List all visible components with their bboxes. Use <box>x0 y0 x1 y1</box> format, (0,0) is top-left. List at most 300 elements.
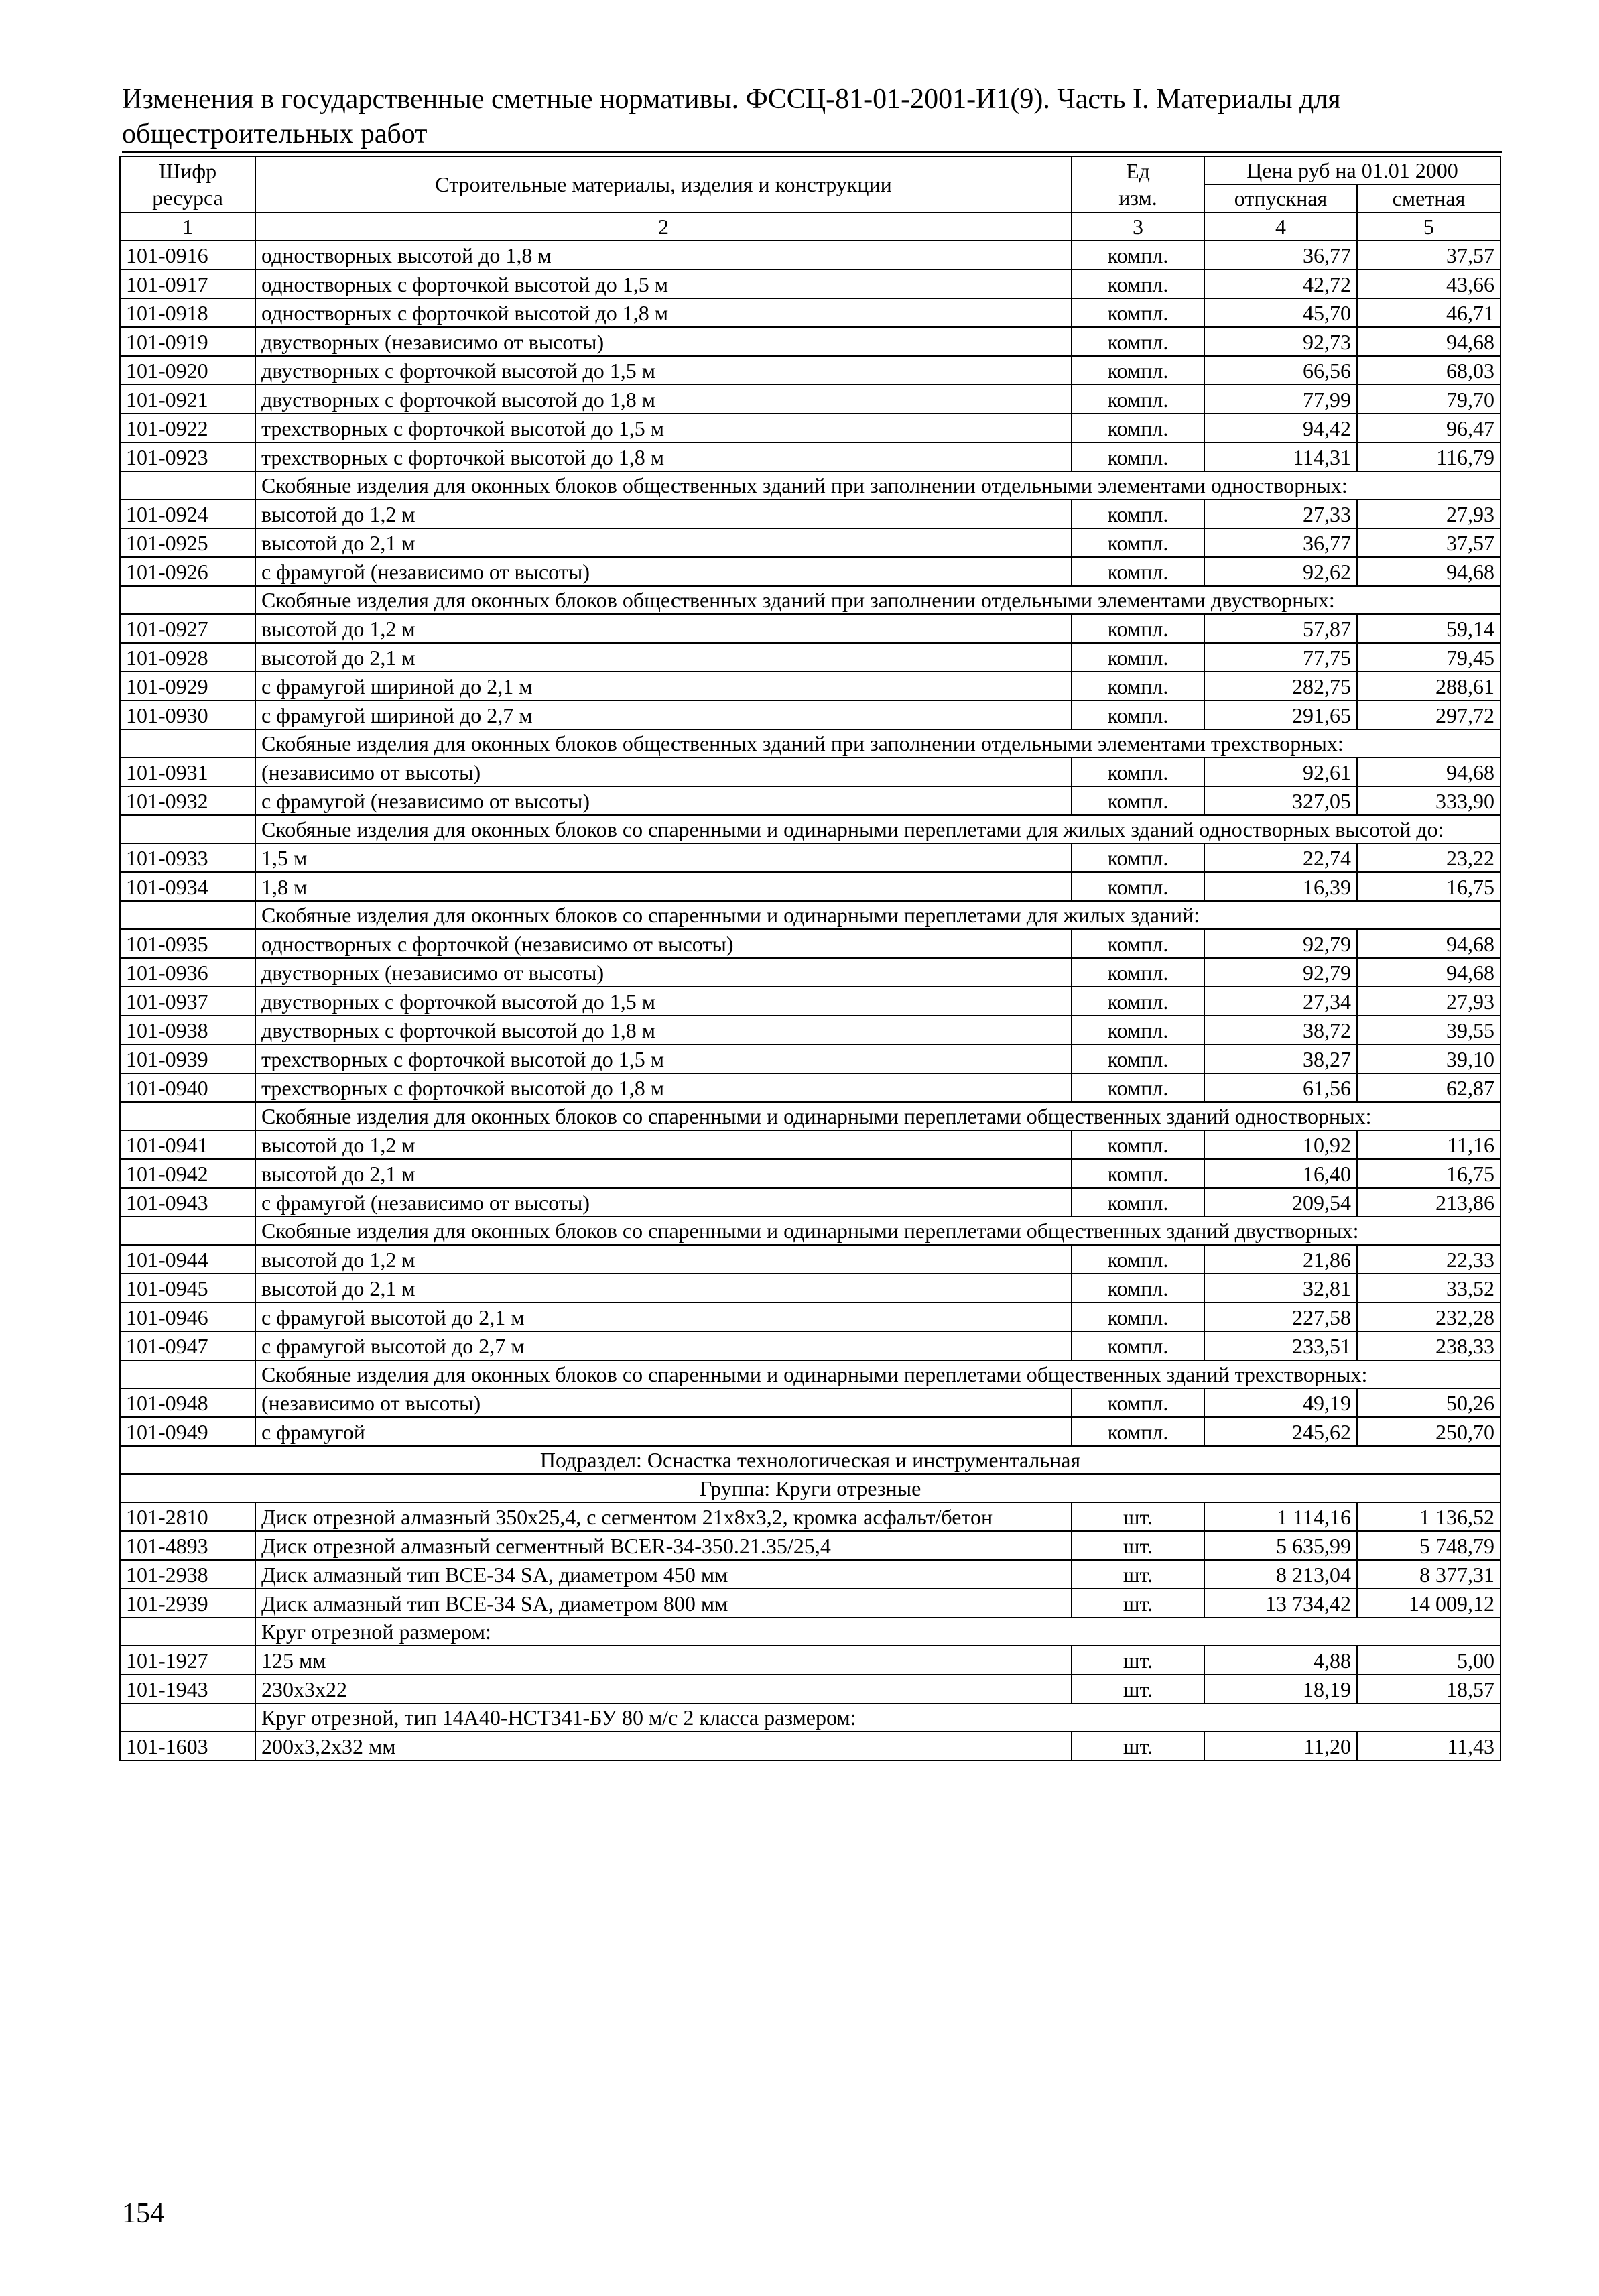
material-name: 230x3x22 <box>255 1675 1072 1703</box>
unit-of-measure: компл. <box>1072 327 1204 356</box>
estimate-price: 68,03 <box>1357 356 1500 385</box>
estimate-price: 33,52 <box>1357 1274 1500 1303</box>
release-price: 38,27 <box>1204 1044 1357 1073</box>
column-number: 1 <box>120 213 255 241</box>
table-row <box>120 1159 1500 1188</box>
material-name: с фрамугой шириной до 2,1 м <box>255 672 1072 701</box>
table-row <box>120 1303 1500 1331</box>
resource-code: 101-0919 <box>120 327 255 356</box>
code-cell-empty <box>120 729 255 758</box>
material-name: одностворных с форточкой (независимо от высоты) <box>255 929 1072 958</box>
name-column-header: Строительные материалы, изделия и конструкции <box>255 156 1072 213</box>
resource-code: 101-0916 <box>120 241 255 269</box>
material-name: с фрамугой <box>255 1417 1072 1446</box>
resource-code: 101-0936 <box>120 958 255 987</box>
material-name: 1,8 м <box>255 872 1072 901</box>
code-cell-empty <box>120 1102 255 1130</box>
section-heading-row <box>120 1217 1500 1245</box>
unit-of-measure: компл. <box>1072 1274 1204 1303</box>
code-column-header <box>120 156 255 213</box>
table-row <box>120 1130 1500 1159</box>
resource-code: 101-4893 <box>120 1531 255 1560</box>
table-row <box>120 672 1500 701</box>
table-row <box>120 327 1500 356</box>
estimate-price: 11,43 <box>1357 1732 1500 1760</box>
code-cell-empty <box>120 901 255 929</box>
resource-code: 101-1927 <box>120 1646 255 1675</box>
material-name: одностворных высотой до 1,8 м <box>255 241 1072 269</box>
resource-code: 101-0949 <box>120 1417 255 1446</box>
release-price: 282,75 <box>1204 672 1357 701</box>
material-name: Диск алмазный тип BCE-34 SA, диаметром 800 мм <box>255 1589 1072 1618</box>
section-heading-row <box>120 586 1500 614</box>
estimate-price: 5 748,79 <box>1357 1531 1500 1560</box>
release-price: 209,54 <box>1204 1188 1357 1217</box>
section-heading: Скобяные изделия для оконных блоков со спаренными и одинарными переплетами общественных зданий двустворных: <box>255 1217 1500 1245</box>
resource-code: 101-1603 <box>120 1732 255 1760</box>
material-name: 200x3,2x32 мм <box>255 1732 1072 1760</box>
code-header-line2: ресурса <box>152 186 223 210</box>
release-price: 77,99 <box>1204 385 1357 414</box>
estimate-price: 116,79 <box>1357 442 1500 471</box>
estimate-price: 43,66 <box>1357 269 1500 298</box>
price-table <box>119 156 1501 1761</box>
table-row <box>120 356 1500 385</box>
estimate-price: 333,90 <box>1357 786 1500 815</box>
table-row <box>120 385 1500 414</box>
unit-of-measure: компл. <box>1072 1245 1204 1274</box>
section-heading: Скобяные изделия для оконных блоков общественных зданий при заполнении отдельными элементами одностворных: <box>255 471 1500 499</box>
estimate-price: 250,70 <box>1357 1417 1500 1446</box>
unit-of-measure: компл. <box>1072 1159 1204 1188</box>
unit-of-measure: компл. <box>1072 958 1204 987</box>
resource-code: 101-0928 <box>120 643 255 672</box>
unit-of-measure: компл. <box>1072 614 1204 643</box>
code-cell-empty <box>120 815 255 843</box>
table-row <box>120 1502 1500 1531</box>
table-row <box>120 958 1500 987</box>
table-row <box>120 528 1500 557</box>
unit-of-measure: компл. <box>1072 528 1204 557</box>
material-name: трехстворных с форточкой высотой до 1,8 м <box>255 442 1072 471</box>
unit-of-measure: компл. <box>1072 1417 1204 1446</box>
table-row <box>120 557 1500 586</box>
material-name: Диск отрезной алмазный 350x25,4, с сегментом 21x8x3,2, кромка асфальт/бетон <box>255 1502 1072 1531</box>
unit-of-measure: шт. <box>1072 1502 1204 1531</box>
table-row <box>120 499 1500 528</box>
table-row <box>120 786 1500 815</box>
unit-of-measure: компл. <box>1072 298 1204 327</box>
table-row <box>120 269 1500 298</box>
resource-code: 101-0918 <box>120 298 255 327</box>
table-row <box>120 701 1500 729</box>
release-price: 92,62 <box>1204 557 1357 586</box>
resource-code: 101-0941 <box>120 1130 255 1159</box>
release-price: 27,33 <box>1204 499 1357 528</box>
material-name: высотой до 1,2 м <box>255 1130 1072 1159</box>
code-cell-empty <box>120 1360 255 1388</box>
material-name: (независимо от высоты) <box>255 1388 1072 1417</box>
estimate-price-header: сметная <box>1357 184 1500 213</box>
table-row <box>120 1274 1500 1303</box>
estimate-price: 50,26 <box>1357 1388 1500 1417</box>
unit-of-measure: шт. <box>1072 1646 1204 1675</box>
resource-code: 101-0925 <box>120 528 255 557</box>
estimate-price: 213,86 <box>1357 1188 1500 1217</box>
resource-code: 101-0931 <box>120 758 255 786</box>
resource-code: 101-0945 <box>120 1274 255 1303</box>
document-header <box>122 82 1502 152</box>
release-price: 77,75 <box>1204 643 1357 672</box>
estimate-price: 27,93 <box>1357 987 1500 1016</box>
unit-of-measure: компл. <box>1072 1388 1204 1417</box>
section-heading-row <box>120 471 1500 499</box>
estimate-price: 37,57 <box>1357 241 1500 269</box>
release-price: 42,72 <box>1204 269 1357 298</box>
resource-code: 101-0946 <box>120 1303 255 1331</box>
material-name: высотой до 2,1 м <box>255 528 1072 557</box>
resource-code: 101-0927 <box>120 614 255 643</box>
table-row <box>120 758 1500 786</box>
unit-of-measure: компл. <box>1072 929 1204 958</box>
material-name: с фрамугой (независимо от высоты) <box>255 557 1072 586</box>
resource-code: 101-0935 <box>120 929 255 958</box>
section-heading: Скобяные изделия для оконных блоков со спаренными и одинарными переплетами общественных зданий трехстворных: <box>255 1360 1500 1388</box>
estimate-price: 39,10 <box>1357 1044 1500 1073</box>
section-heading-row <box>120 815 1500 843</box>
table-row <box>120 1732 1500 1760</box>
table-row <box>120 1044 1500 1073</box>
resource-code: 101-0932 <box>120 786 255 815</box>
resource-code: 101-0948 <box>120 1388 255 1417</box>
release-price: 27,34 <box>1204 987 1357 1016</box>
resource-code: 101-0930 <box>120 701 255 729</box>
unit-of-measure: шт. <box>1072 1560 1204 1589</box>
unit-of-measure: компл. <box>1072 557 1204 586</box>
material-name: 1,5 м <box>255 843 1072 872</box>
resource-code: 101-0924 <box>120 499 255 528</box>
material-name: с фрамугой высотой до 2,7 м <box>255 1331 1072 1360</box>
resource-code: 101-0940 <box>120 1073 255 1102</box>
release-price: 233,51 <box>1204 1331 1357 1360</box>
code-cell-empty <box>120 586 255 614</box>
estimate-price: 11,16 <box>1357 1130 1500 1159</box>
table-row <box>120 1675 1500 1703</box>
resource-code: 101-1943 <box>120 1675 255 1703</box>
estimate-price: 94,68 <box>1357 327 1500 356</box>
table-row <box>120 442 1500 471</box>
release-price: 16,39 <box>1204 872 1357 901</box>
estimate-price: 37,57 <box>1357 528 1500 557</box>
estimate-price: 59,14 <box>1357 614 1500 643</box>
release-price: 94,42 <box>1204 414 1357 442</box>
resource-code: 101-0926 <box>120 557 255 586</box>
section-heading: Скобяные изделия для оконных блоков общественных зданий при заполнении отдельными элементами трехстворных: <box>255 729 1500 758</box>
section-heading: Круг отрезной размером: <box>255 1618 1500 1646</box>
group-heading-row <box>120 1474 1500 1502</box>
table-row <box>120 872 1500 901</box>
table-row <box>120 643 1500 672</box>
table-row <box>120 414 1500 442</box>
material-name: двустворных (независимо от высоты) <box>255 327 1072 356</box>
estimate-price: 79,70 <box>1357 385 1500 414</box>
release-price-header: отпускная <box>1204 184 1357 213</box>
estimate-price: 23,22 <box>1357 843 1500 872</box>
resource-code: 101-0920 <box>120 356 255 385</box>
release-price: 10,92 <box>1204 1130 1357 1159</box>
subsection-heading-row <box>120 1446 1500 1474</box>
resource-code: 101-0944 <box>120 1245 255 1274</box>
resource-code: 101-0921 <box>120 385 255 414</box>
estimate-price: 79,45 <box>1357 643 1500 672</box>
header-rule <box>122 151 1502 153</box>
section-heading: Скобяные изделия для оконных блоков со спаренными и одинарными переплетами для жилых зданий одностворных высотой до: <box>255 815 1500 843</box>
table-row <box>120 241 1500 269</box>
resource-code: 101-0929 <box>120 672 255 701</box>
release-price: 16,40 <box>1204 1159 1357 1188</box>
header-line-1: Изменения в государственные сметные нормативы. ФССЦ-81-01-2001-И1(9). Часть I. Материалы для <box>122 84 1341 115</box>
material-name: с фрамугой (независимо от высоты) <box>255 1188 1072 1217</box>
estimate-price: 94,68 <box>1357 958 1500 987</box>
release-price: 114,31 <box>1204 442 1357 471</box>
column-number-row <box>120 213 1500 241</box>
resource-code: 101-0922 <box>120 414 255 442</box>
unit-of-measure: компл. <box>1072 643 1204 672</box>
material-name: высотой до 2,1 м <box>255 1159 1072 1188</box>
release-price: 1 114,16 <box>1204 1502 1357 1531</box>
release-price: 227,58 <box>1204 1303 1357 1331</box>
unit-of-measure: шт. <box>1072 1589 1204 1618</box>
table-row <box>120 843 1500 872</box>
page-number: 154 <box>122 2198 164 2229</box>
resource-code: 101-2938 <box>120 1560 255 1589</box>
unit-of-measure: компл. <box>1072 1303 1204 1331</box>
table-row <box>120 1589 1500 1618</box>
unit-header-line2: изм. <box>1118 186 1157 210</box>
release-price: 36,77 <box>1204 241 1357 269</box>
resource-code: 101-0943 <box>120 1188 255 1217</box>
table-row <box>120 1331 1500 1360</box>
table-row <box>120 298 1500 327</box>
release-price: 4,88 <box>1204 1646 1357 1675</box>
unit-of-measure: компл. <box>1072 442 1204 471</box>
estimate-price: 8 377,31 <box>1357 1560 1500 1589</box>
estimate-price: 46,71 <box>1357 298 1500 327</box>
resource-code: 101-0947 <box>120 1331 255 1360</box>
unit-of-measure: компл. <box>1072 1073 1204 1102</box>
table-row <box>120 614 1500 643</box>
table-row <box>120 1560 1500 1589</box>
unit-of-measure: компл. <box>1072 987 1204 1016</box>
table-row <box>120 929 1500 958</box>
section-heading: Скобяные изделия для оконных блоков со спаренными и одинарными переплетами для жилых зданий: <box>255 901 1500 929</box>
unit-of-measure: компл. <box>1072 872 1204 901</box>
unit-of-measure: компл. <box>1072 356 1204 385</box>
group-title: Группа: Круги отрезные <box>120 1474 1500 1502</box>
release-price: 18,19 <box>1204 1675 1357 1703</box>
release-price: 49,19 <box>1204 1388 1357 1417</box>
resource-code: 101-0938 <box>120 1016 255 1044</box>
material-name: с фрамугой (независимо от высоты) <box>255 786 1072 815</box>
estimate-price: 27,93 <box>1357 499 1500 528</box>
material-name: высотой до 1,2 м <box>255 1245 1072 1274</box>
release-price: 92,79 <box>1204 958 1357 987</box>
estimate-price: 22,33 <box>1357 1245 1500 1274</box>
section-heading-row <box>120 1360 1500 1388</box>
unit-of-measure: компл. <box>1072 1044 1204 1073</box>
material-name: 125 мм <box>255 1646 1072 1675</box>
estimate-price: 16,75 <box>1357 872 1500 901</box>
resource-code: 101-0923 <box>120 442 255 471</box>
material-name: высотой до 2,1 м <box>255 1274 1072 1303</box>
release-price: 21,86 <box>1204 1245 1357 1274</box>
estimate-price: 96,47 <box>1357 414 1500 442</box>
code-cell-empty <box>120 1217 255 1245</box>
section-heading-row <box>120 901 1500 929</box>
table-row <box>120 1388 1500 1417</box>
table-row <box>120 987 1500 1016</box>
material-name: (независимо от высоты) <box>255 758 1072 786</box>
release-price: 5 635,99 <box>1204 1531 1357 1560</box>
resource-code: 101-2939 <box>120 1589 255 1618</box>
resource-code: 101-2810 <box>120 1502 255 1531</box>
material-name: с фрамугой шириной до 2,7 м <box>255 701 1072 729</box>
material-name: трехстворных с форточкой высотой до 1,5 м <box>255 414 1072 442</box>
unit-column-header <box>1072 156 1204 213</box>
code-cell-empty <box>120 1618 255 1646</box>
unit-of-measure: шт. <box>1072 1732 1204 1760</box>
table-row <box>120 1417 1500 1446</box>
column-number: 3 <box>1072 213 1204 241</box>
material-name: с фрамугой высотой до 2,1 м <box>255 1303 1072 1331</box>
material-name: высотой до 1,2 м <box>255 499 1072 528</box>
estimate-price: 94,68 <box>1357 929 1500 958</box>
release-price: 92,61 <box>1204 758 1357 786</box>
unit-of-measure: компл. <box>1072 1016 1204 1044</box>
release-price: 57,87 <box>1204 614 1357 643</box>
resource-code: 101-0937 <box>120 987 255 1016</box>
subsection-title: Подраздел: Оснастка технологическая и инструментальная <box>120 1446 1500 1474</box>
release-price: 13 734,42 <box>1204 1589 1357 1618</box>
release-price: 11,20 <box>1204 1732 1357 1760</box>
material-name: одностворных с форточкой высотой до 1,5 м <box>255 269 1072 298</box>
price-column-header: Цена руб на 01.01 2000 <box>1204 156 1500 184</box>
release-price: 36,77 <box>1204 528 1357 557</box>
resource-code: 101-0917 <box>120 269 255 298</box>
estimate-price: 16,75 <box>1357 1159 1500 1188</box>
release-price: 45,70 <box>1204 298 1357 327</box>
unit-of-measure: шт. <box>1072 1675 1204 1703</box>
table-row <box>120 1188 1500 1217</box>
unit-of-measure: компл. <box>1072 786 1204 815</box>
estimate-price: 94,68 <box>1357 557 1500 586</box>
release-price: 32,81 <box>1204 1274 1357 1303</box>
release-price: 38,72 <box>1204 1016 1357 1044</box>
material-name: Диск отрезной алмазный сегментный BCER-34-350.21.35/25,4 <box>255 1531 1072 1560</box>
unit-of-measure: компл. <box>1072 385 1204 414</box>
unit-header-line1: Ед <box>1126 159 1150 183</box>
section-heading-row <box>120 1102 1500 1130</box>
release-price: 61,56 <box>1204 1073 1357 1102</box>
estimate-price: 232,28 <box>1357 1303 1500 1331</box>
section-heading-row <box>120 1703 1500 1732</box>
estimate-price: 18,57 <box>1357 1675 1500 1703</box>
estimate-price: 297,72 <box>1357 701 1500 729</box>
unit-of-measure: компл. <box>1072 672 1204 701</box>
release-price: 92,73 <box>1204 327 1357 356</box>
unit-of-measure: компл. <box>1072 1331 1204 1360</box>
estimate-price: 94,68 <box>1357 758 1500 786</box>
column-number: 5 <box>1357 213 1500 241</box>
unit-of-measure: компл. <box>1072 1188 1204 1217</box>
table-body <box>120 241 1500 1760</box>
release-price: 327,05 <box>1204 786 1357 815</box>
material-name: двустворных с форточкой высотой до 1,5 м <box>255 987 1072 1016</box>
unit-of-measure: компл. <box>1072 241 1204 269</box>
material-name: трехстворных с форточкой высотой до 1,8 м <box>255 1073 1072 1102</box>
unit-of-measure: компл. <box>1072 701 1204 729</box>
table-header-row <box>120 156 1500 184</box>
material-name: двустворных с форточкой высотой до 1,8 м <box>255 385 1072 414</box>
section-heading-row <box>120 1618 1500 1646</box>
release-price: 245,62 <box>1204 1417 1357 1446</box>
estimate-price: 238,33 <box>1357 1331 1500 1360</box>
section-heading: Скобяные изделия для оконных блоков общественных зданий при заполнении отдельными элементами двустворных: <box>255 586 1500 614</box>
estimate-price: 1 136,52 <box>1357 1502 1500 1531</box>
code-header-line1: Шифр <box>158 159 217 183</box>
unit-of-measure: компл. <box>1072 758 1204 786</box>
resource-code: 101-0942 <box>120 1159 255 1188</box>
estimate-price: 62,87 <box>1357 1073 1500 1102</box>
table-row <box>120 1016 1500 1044</box>
resource-code: 101-0933 <box>120 843 255 872</box>
estimate-price: 288,61 <box>1357 672 1500 701</box>
material-name: трехстворных с форточкой высотой до 1,5 м <box>255 1044 1072 1073</box>
column-number: 2 <box>255 213 1072 241</box>
estimate-price: 5,00 <box>1357 1646 1500 1675</box>
estimate-price: 39,55 <box>1357 1016 1500 1044</box>
unit-of-measure: компл. <box>1072 269 1204 298</box>
unit-of-measure: компл. <box>1072 1130 1204 1159</box>
release-price: 291,65 <box>1204 701 1357 729</box>
resource-code: 101-0934 <box>120 872 255 901</box>
table-row <box>120 1646 1500 1675</box>
material-name: высотой до 2,1 м <box>255 643 1072 672</box>
release-price: 8 213,04 <box>1204 1560 1357 1589</box>
section-heading-row <box>120 729 1500 758</box>
table-row <box>120 1073 1500 1102</box>
material-name: двустворных с форточкой высотой до 1,5 м <box>255 356 1072 385</box>
release-price: 66,56 <box>1204 356 1357 385</box>
material-name: двустворных с форточкой высотой до 1,8 м <box>255 1016 1072 1044</box>
material-name: высотой до 1,2 м <box>255 614 1072 643</box>
unit-of-measure: шт. <box>1072 1531 1204 1560</box>
column-number: 4 <box>1204 213 1357 241</box>
release-price: 92,79 <box>1204 929 1357 958</box>
estimate-price: 14 009,12 <box>1357 1589 1500 1618</box>
section-heading: Круг отрезной, тип 14А40-НСТ341-БУ 80 м/с 2 класса размером: <box>255 1703 1500 1732</box>
code-cell-empty <box>120 471 255 499</box>
unit-of-measure: компл. <box>1072 414 1204 442</box>
unit-of-measure: компл. <box>1072 499 1204 528</box>
material-name: Диск алмазный тип BCE-34 SA, диаметром 450 мм <box>255 1560 1072 1589</box>
material-name: одностворных с форточкой высотой до 1,8 м <box>255 298 1072 327</box>
header-line-2: общестроительных работ <box>122 119 428 149</box>
material-name: двустворных (независимо от высоты) <box>255 958 1072 987</box>
release-price: 22,74 <box>1204 843 1357 872</box>
unit-of-measure: компл. <box>1072 843 1204 872</box>
section-heading: Скобяные изделия для оконных блоков со спаренными и одинарными переплетами общественных зданий одностворных: <box>255 1102 1500 1130</box>
